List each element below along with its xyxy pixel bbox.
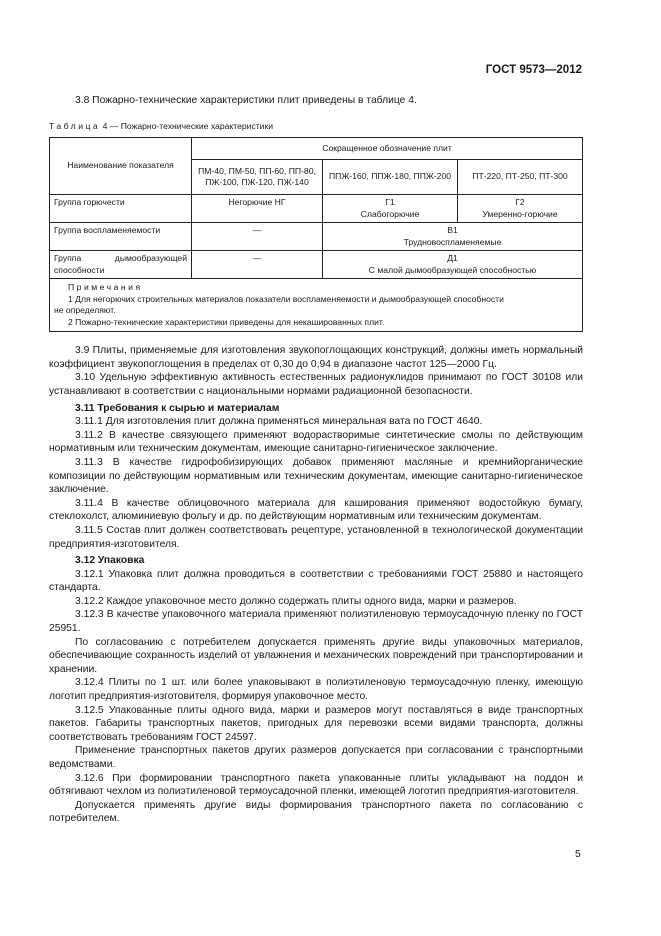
cell-text: Трудновоспламеняемые <box>403 236 502 247</box>
table-notes <box>50 279 583 332</box>
paragraph-3-11-4: 3.11.4 В качестве облицовочного материала для каширования применяют водостойкую бумагу, стеклохолст, алюминиевую фольгу и др. по действующим нормативным или техническим документам. <box>49 497 583 523</box>
row-name: Группа дымообразующей способности <box>50 251 192 279</box>
note-2: 2 Пожарно-технические характеристики приведены для некашированных плит. <box>68 316 385 327</box>
paragraph-3-12-1: 3.12.1 Упаковка плит должна проводиться в соответствии с требованиями ГОСТ 25880 и настоящего стандарта. <box>49 568 583 594</box>
cell-code: Д1 <box>447 253 458 264</box>
table-row <box>50 195 583 223</box>
cell <box>323 251 583 279</box>
table-row <box>50 223 583 251</box>
notes-title: Примечания <box>68 282 143 293</box>
fire-characteristics-table <box>49 137 583 332</box>
header-col-1: ПМ-40, ПМ-50, ПП-60, ПП-80, ПЖ-100, ПЖ-120, ПЖ-140 <box>192 160 323 195</box>
header-col-2: ППЖ-160, ППЖ-180, ППЖ-200 <box>323 160 458 195</box>
note-1-cont: не определяют. <box>54 305 116 316</box>
cell-code: В1 <box>447 225 458 236</box>
cell: Негорючие НГ <box>192 195 323 223</box>
header-indicator: Наименование показателя <box>50 138 192 195</box>
cell <box>323 195 458 223</box>
paragraph-3-11-1: 3.11.1 Для изготовления плит должна применяться минеральная вата по ГОСТ 4640. <box>75 416 483 428</box>
section-heading-3-11: 3.11 Требования к сырью и материалам <box>75 402 280 414</box>
section-heading-3-12: 3.12 Упаковка <box>75 555 145 567</box>
document-code: ГОСТ 9573—2012 <box>485 64 582 76</box>
paragraph: По согласованию с потребителем допускается применять другие виды упаковочных материалов, обеспечивающие сохранность изделий от увлажнения и механических повреждений при транспортировании и хранении. <box>49 636 583 675</box>
page-number: 5 <box>575 849 581 860</box>
paragraph-3-12-6: 3.12.6 При формировании транспортного пакета упакованные плиты укладывают на поддон и обтягивают чехлом из полиэтиленовой термоусадочной пленки, имеющей логотип предприятия-изготовителя. <box>49 772 583 798</box>
paragraph-3-12-2: 3.12.2 Каждое упаковочное место должно содержать плиты одного вида, марки и размеров. <box>75 595 517 607</box>
cell-text: С малой дымообразующей способностью <box>368 264 537 275</box>
paragraph-3-11-3: 3.11.3 В качестве гидрофобизирующих добавок применяют масляные и кремнийорганические композиции по действующим нормативным или техническим документам, имеющие санитарно-гигиеническое заключение. <box>49 456 583 496</box>
note-1: 1 Для негорючих строительных материалов показатели воспламеняемости и дымообразующей способности <box>68 293 504 304</box>
paragraph-3-10: 3.10 Удельную эффективную активность естественных радионуклидов принимают по ГОСТ 30108 или устанавливают в соответствии с национальными нормами радиационной безопасности. <box>49 372 583 397</box>
row-name: Группа воспламеняемости <box>50 223 192 251</box>
cell-code: Г1 <box>385 197 395 208</box>
cell-code: Г2 <box>515 197 525 208</box>
cell-text: Умеренно-горючие <box>482 208 558 219</box>
table-caption-prefix: Таблица <box>49 120 101 131</box>
paragraph: Применение транспортных пакетов других размеров допускается при согласовании с транспортными ведомствами. <box>49 745 583 770</box>
paragraph: Допускается применять другие виды формирования транспортного пакета по согласованию с потребителем. <box>49 799 583 825</box>
page-content <box>49 94 583 826</box>
paragraph-3-11-5: 3.11.5 Состав плит должен соответствовать рецептуре, установленной в технологической документации предприятия-изготовителя. <box>49 524 583 550</box>
row-name: Группа горючести <box>50 195 192 223</box>
table-caption-text: 4 — Пожарно-технические характеристики <box>102 120 274 131</box>
paragraph-3-12-4: 3.12.4 Плиты по 1 шт. или более упаковывают в полиэтиленовую термоусадочную пленку, имеющую логотип предприятия-изготовителя, формируя упаковочное место. <box>49 677 583 703</box>
cell: — <box>192 251 323 279</box>
cell: — <box>192 223 323 251</box>
paragraph-3-11-2: 3.11.2 В качестве связующего применяют водорастворимые синтетические смолы по действующим нормативным или техническим документам, имеющие санитарно-гигиеническое заключение. <box>49 429 583 455</box>
paragraph-3-9: 3.9 Плиты, применяемые для изготовления звукопоглощающих конструкций, должны иметь нормальный коэффициент звукопоглощения в пределах от 0,30 до 0,94 в диапазоне частот 125—2000 Гц. <box>49 345 583 370</box>
paragraph-3-8: 3.8 Пожарно-технические характеристики плит приведены в таблице 4. <box>75 95 417 106</box>
paragraph-3-12-3: 3.12.3 В качестве упаковочного материала применяют полиэтиленовую термоусадочную пленку по ГОСТ 25951. <box>49 609 583 635</box>
cell <box>458 195 583 223</box>
cell <box>323 223 583 251</box>
table-row <box>50 251 583 279</box>
header-col-3: ПТ-220, ПТ-250, ПТ-300 <box>458 160 583 195</box>
cell-text: Слабогорючие <box>360 208 420 219</box>
table-caption <box>49 120 583 134</box>
paragraph-3-12-5: 3.12.5 Упакованные плиты одного вида, марки и размеров могут поставляться в виде транспортных пакетов. Габариты транспортных пакетов, пригодных для перевозки всеми видами транспорта, должны соответствовать требованиям ГОСТ 24597. <box>49 704 583 743</box>
header-group: Сокращенное обозначение плит <box>192 138 583 160</box>
